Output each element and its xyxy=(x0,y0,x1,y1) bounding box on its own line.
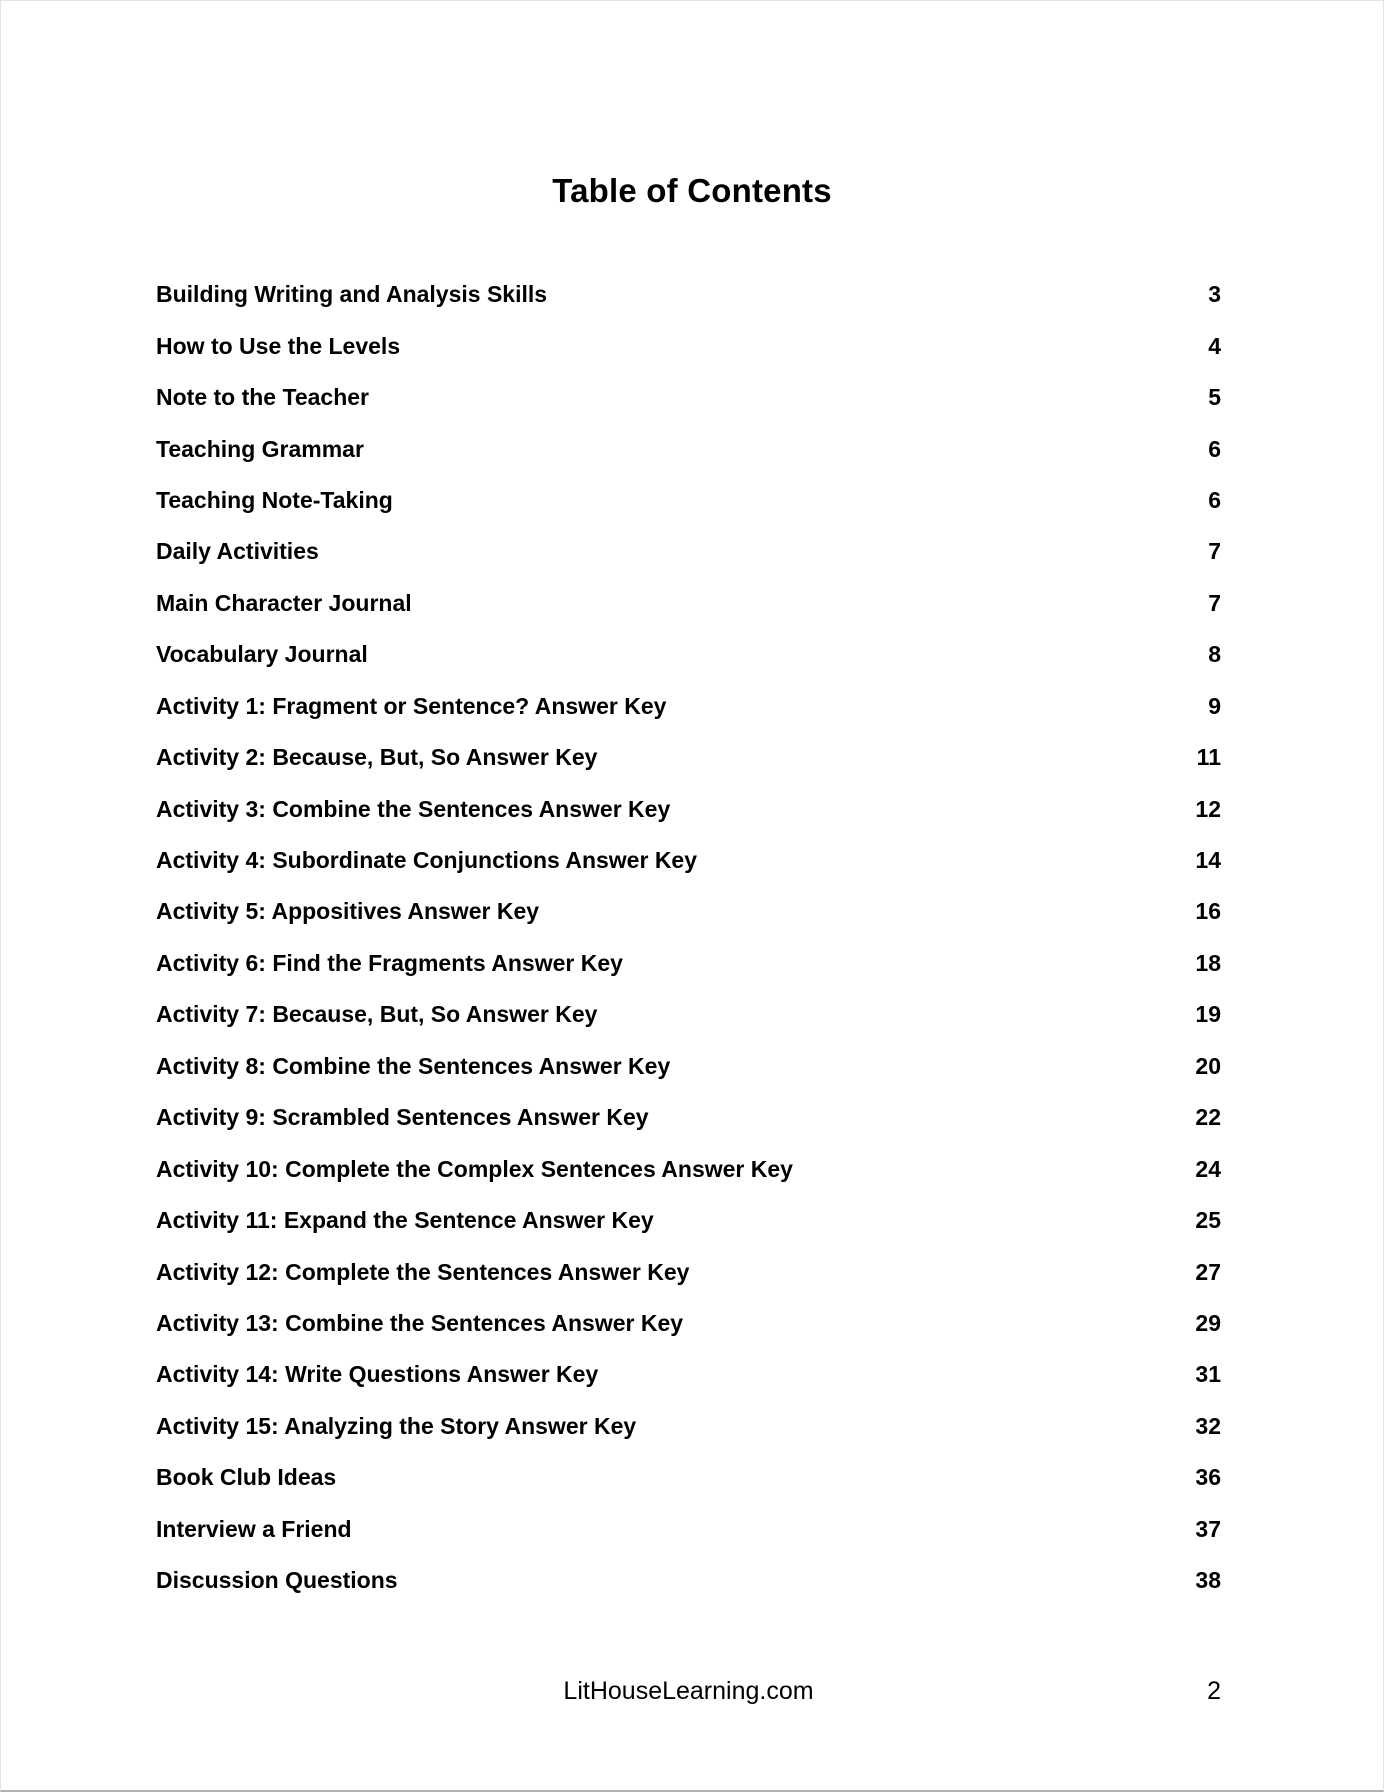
toc-entry-label: Activity 11: Expand the Sentence Answer Key xyxy=(156,1207,654,1234)
toc-row xyxy=(156,1092,1221,1143)
toc-row xyxy=(156,835,1221,886)
toc-entry-page: 25 xyxy=(1195,1207,1221,1234)
toc-row xyxy=(156,1298,1221,1349)
toc-entry-page: 7 xyxy=(1208,589,1221,616)
toc-entry-page: 24 xyxy=(1195,1155,1221,1182)
toc-row xyxy=(156,269,1221,320)
toc-entry-label: How to Use the Levels xyxy=(156,332,401,359)
toc-entry-page: 18 xyxy=(1195,949,1221,976)
toc-entry-label: Activity 3: Combine the Sentences Answer Key xyxy=(156,795,671,822)
toc-entry-label: Teaching Note-Taking xyxy=(156,486,393,513)
toc-row xyxy=(156,1143,1221,1194)
toc-row xyxy=(156,1246,1221,1297)
toc-row xyxy=(156,938,1221,989)
toc-entry-label: Activity 7: Because, But, So Answer Key xyxy=(156,1001,598,1028)
toc-entry-page: 37 xyxy=(1195,1515,1221,1542)
footer-site-text: LitHouseLearning.com xyxy=(563,1677,814,1705)
toc-row xyxy=(156,320,1221,371)
toc-entry-label: Note to the Teacher xyxy=(156,384,369,411)
toc-row xyxy=(156,372,1221,423)
toc-entry-page: 29 xyxy=(1195,1309,1221,1336)
toc-entry-label: Activity 1: Fragment or Sentence? Answer Key xyxy=(156,692,667,719)
toc-entry-page: 12 xyxy=(1195,795,1221,822)
toc-entry-page: 6 xyxy=(1208,435,1221,462)
toc-entry-label: Activity 2: Because, But, So Answer Key xyxy=(156,744,598,771)
toc-entry-page: 14 xyxy=(1195,847,1221,874)
toc-row xyxy=(156,526,1221,577)
toc-entry-label: Book Club Ideas xyxy=(156,1464,337,1491)
toc-entry-label: Vocabulary Journal xyxy=(156,641,368,668)
toc-entry-page: 27 xyxy=(1195,1258,1221,1285)
toc-entry-label: Discussion Questions xyxy=(156,1567,398,1594)
toc-row xyxy=(156,1504,1221,1555)
toc-entry-page: 19 xyxy=(1195,1001,1221,1028)
toc-entry-label: Activity 13: Combine the Sentences Answer Key xyxy=(156,1309,684,1336)
toc-row xyxy=(156,1349,1221,1400)
toc-entry-label: Activity 15: Analyzing the Story Answer Key xyxy=(156,1412,637,1439)
toc-row xyxy=(156,681,1221,732)
toc-entry-label: Daily Activities xyxy=(156,538,319,565)
toc-row xyxy=(156,732,1221,783)
toc-entry-label: Activity 6: Find the Fragments Answer Key xyxy=(156,949,623,976)
toc-row xyxy=(156,989,1221,1040)
page-title: Table of Contents xyxy=(552,172,832,209)
toc-entry-page: 31 xyxy=(1195,1361,1221,1388)
toc-list xyxy=(156,269,1221,1606)
toc-row xyxy=(156,629,1221,680)
toc-entry-page: 8 xyxy=(1208,641,1221,668)
toc-entry-label: Activity 10: Complete the Complex Sentences Answer Key xyxy=(156,1155,793,1182)
toc-row xyxy=(156,1401,1221,1452)
toc-entry-label: Interview a Friend xyxy=(156,1515,352,1542)
toc-entry-page: 5 xyxy=(1208,384,1221,411)
toc-entry-page: 4 xyxy=(1208,332,1221,359)
toc-entry-label: Activity 9: Scrambled Sentences Answer Key xyxy=(156,1104,649,1131)
toc-row xyxy=(156,1452,1221,1503)
toc-entry-label: Building Writing and Analysis Skills xyxy=(156,281,548,308)
toc-entry-page: 32 xyxy=(1195,1412,1221,1439)
toc-entry-label: Teaching Grammar xyxy=(156,435,364,462)
toc-entry-page: 6 xyxy=(1208,486,1221,513)
toc-entry-label: Activity 14: Write Questions Answer Key xyxy=(156,1361,599,1388)
toc-entry-label: Activity 8: Combine the Sentences Answer Key xyxy=(156,1052,671,1079)
toc-entry-label: Activity 4: Subordinate Conjunctions Answer Key xyxy=(156,847,698,874)
toc-entry-page: 11 xyxy=(1196,744,1221,771)
toc-entry-page: 36 xyxy=(1195,1464,1221,1491)
footer-page-number: 2 xyxy=(1207,1677,1221,1705)
toc-entry-page: 9 xyxy=(1208,692,1221,719)
toc-entry-label: Activity 5: Appositives Answer Key xyxy=(156,898,540,925)
toc-entry-page: 7 xyxy=(1208,538,1221,565)
toc-entry-page: 3 xyxy=(1208,281,1221,308)
toc-entry-page: 20 xyxy=(1195,1052,1221,1079)
toc-entry-label: Activity 12: Complete the Sentences Answer Key xyxy=(156,1258,690,1285)
page-footer xyxy=(156,1675,1221,1707)
toc-entry-page: 38 xyxy=(1195,1567,1221,1594)
toc-row xyxy=(156,1195,1221,1246)
toc-row xyxy=(156,886,1221,937)
toc-row xyxy=(156,423,1221,474)
toc-row xyxy=(156,1041,1221,1092)
toc-row xyxy=(156,783,1221,834)
toc-row xyxy=(156,1555,1221,1606)
toc-entry-label: Main Character Journal xyxy=(156,589,412,616)
toc-row xyxy=(156,578,1221,629)
toc-row xyxy=(156,475,1221,526)
toc-entry-page: 16 xyxy=(1195,898,1221,925)
toc-entry-page: 22 xyxy=(1195,1104,1221,1131)
